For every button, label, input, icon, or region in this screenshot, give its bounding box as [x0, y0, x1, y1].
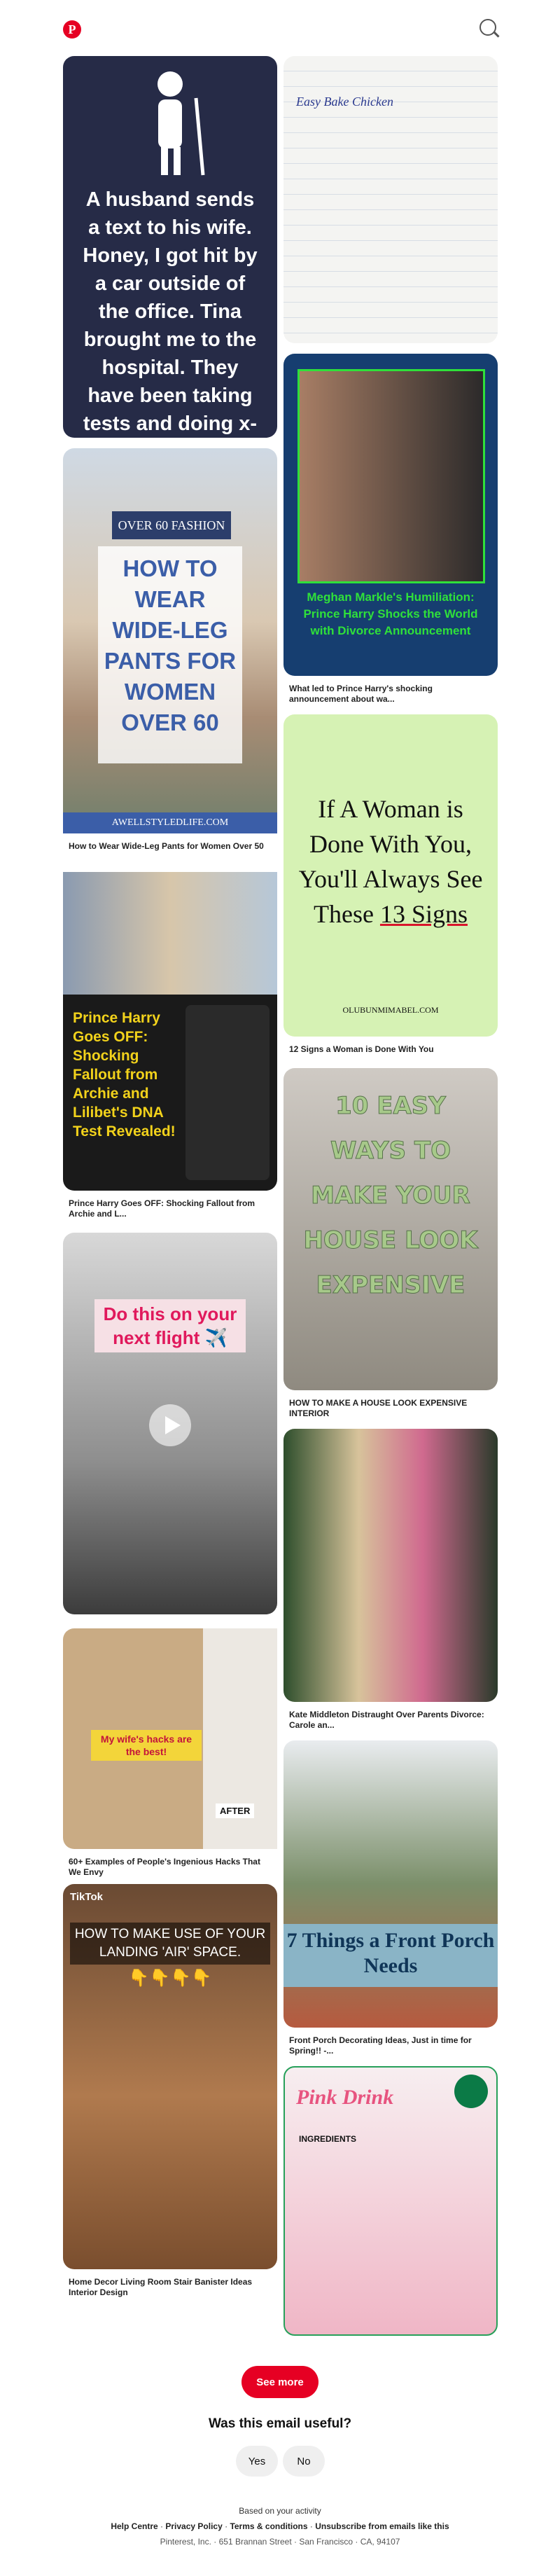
pin-caption: How to Wear Wide-Leg Pants for Women Over 50: [69, 841, 264, 851]
pin-kate-parents[interactable]: [284, 1429, 498, 1731]
starbucks-logo: [454, 2075, 488, 2108]
pin-husband-text[interactable]: [63, 56, 277, 438]
pin-title: Pink Drink: [296, 2086, 394, 2109]
pin-label: My wife's hacks are the best!: [91, 1730, 202, 1761]
pin-title: Prince Harry Goes OFF: Shocking Fallout from Archie and Lilibet's DNA Test Revealed!: [73, 1010, 176, 1140]
pointing-down-emoji: 👇👇👇👇: [128, 1969, 212, 1988]
title-text: If A Woman is Done With You, You'll Always See These: [298, 795, 483, 928]
pin-title: HOW TO MAKE USE OF YOUR LANDING 'AIR' SPACE.: [70, 1923, 270, 1965]
pin-caption: HOW TO MAKE A HOUSE LOOK EXPENSIVE INTERIOR: [289, 1398, 468, 1418]
footer-activity: Based on your activity: [239, 2506, 321, 2516]
site: OLUBUNMIMABEL.COM: [342, 1005, 439, 1015]
play-button[interactable]: [149, 1404, 191, 1446]
pin-recipe-card[interactable]: [284, 56, 498, 343]
pin-meghan-harry[interactable]: [284, 354, 498, 705]
pin-caption: Front Porch Decorating Ideas, Just in time for Spring!! -...: [289, 2035, 472, 2056]
title-highlight: 13 Signs: [379, 900, 468, 928]
pin-caption: What led to Prince Harry's shocking announcement about wa...: [289, 684, 433, 704]
pinterest-logo[interactable]: P: [63, 20, 81, 39]
pin-image[interactable]: [63, 1628, 277, 1849]
photo: [186, 1005, 270, 1180]
pin-prince-harry-dna[interactable]: [63, 872, 277, 1219]
badge: OVER 60 FASHION: [112, 511, 231, 539]
pin-flight-video[interactable]: [63, 1233, 277, 1614]
tiktok-brand: TikTok: [70, 1891, 103, 1903]
help-centre-link[interactable]: Help Centre: [111, 2521, 158, 2531]
feedback-question: Was this email useful?: [208, 2416, 352, 2431]
search-icon[interactable]: [479, 19, 496, 36]
see-more-button[interactable]: See more: [241, 2366, 318, 2398]
pin-hacks[interactable]: [63, 1628, 277, 1878]
pin-woman-signs[interactable]: [284, 714, 498, 1055]
pin-title: Meghan Markle's Humiliation: Prince Harry Shocks the World with Divorce Announcement: [303, 590, 478, 637]
pin-image[interactable]: [284, 1740, 498, 2028]
ingredients-heading: INGREDIENTS: [299, 2134, 357, 2144]
pin-image[interactable]: [284, 2066, 498, 2336]
pin-image[interactable]: [284, 714, 498, 1037]
footer-address: Pinterest, Inc. · 651 Brannan Street · San Francisco · CA, 94107: [160, 2537, 400, 2547]
terms-link[interactable]: Terms & conditions: [230, 2521, 308, 2531]
no-button[interactable]: No: [283, 2446, 325, 2477]
pin-title: 10 EASY WAYS TO MAKE YOUR HOUSE LOOK EXPENSIVE: [303, 1092, 478, 1299]
site: AWELLSTYLEDLIFE.COM: [63, 812, 277, 833]
crutch-figure-icon: [63, 56, 277, 182]
pin-image[interactable]: [63, 1233, 277, 1614]
pin-image[interactable]: [63, 872, 277, 1191]
pin-title: HOW TO WEAR WIDE-LEG PANTS FOR WOMEN OVER 60: [98, 546, 242, 763]
pin-image[interactable]: [284, 1068, 498, 1390]
pin-stair-banister[interactable]: [63, 1884, 277, 2298]
card-title: Easy Bake Chicken: [296, 95, 393, 109]
footer-links: Help Centre · Privacy Policy · Terms & conditions · Unsubscribe from emails like this: [111, 2521, 449, 2531]
pin-caption: 60+ Examples of People's Ingenious Hacks That We Envy: [69, 1857, 260, 1877]
play-icon: [165, 1416, 181, 1434]
pin-caption: Home Decor Living Room Stair Banister Ideas Interior Design: [69, 2277, 253, 2297]
pin-image[interactable]: [284, 354, 498, 676]
pin-title: 7 Things a Front Porch Needs: [284, 1924, 498, 1987]
pin-wide-leg-pants[interactable]: [63, 448, 277, 852]
photo: [298, 369, 485, 583]
after-label: AFTER: [216, 1803, 254, 1818]
pin-image[interactable]: [63, 448, 277, 833]
pin-image[interactable]: [63, 56, 277, 438]
pin-title: [298, 791, 484, 932]
unsubscribe-link[interactable]: Unsubscribe from emails like this: [315, 2521, 449, 2531]
photo-collage: [63, 872, 277, 995]
yes-button[interactable]: Yes: [236, 2446, 278, 2477]
header: [0, 0, 560, 56]
pin-pink-drink[interactable]: [284, 2066, 498, 2336]
pin-image[interactable]: [284, 1429, 498, 1702]
pin-caption: Prince Harry Goes OFF: Shocking Fallout from Archie and L...: [69, 1198, 255, 1219]
pin-image[interactable]: [284, 56, 498, 343]
pin-title: Do this on your next flight ✈️: [94, 1299, 246, 1352]
pin-caption: 12 Signs a Woman is Done With You: [289, 1044, 434, 1054]
pin-image[interactable]: [63, 1884, 277, 2269]
pin-caption: Kate Middleton Distraught Over Parents Divorce: Carole an...: [289, 1710, 484, 1730]
pin-text: A husband sends a text to his wife. Honey, I got hit by a car outside of the office. Tina brought me to the hospital. They have been taking tests and doing x-: [83, 188, 258, 435]
pin-front-porch[interactable]: [284, 1740, 498, 2056]
privacy-policy-link[interactable]: Privacy Policy: [165, 2521, 223, 2531]
pin-house-expensive[interactable]: [284, 1068, 498, 1419]
